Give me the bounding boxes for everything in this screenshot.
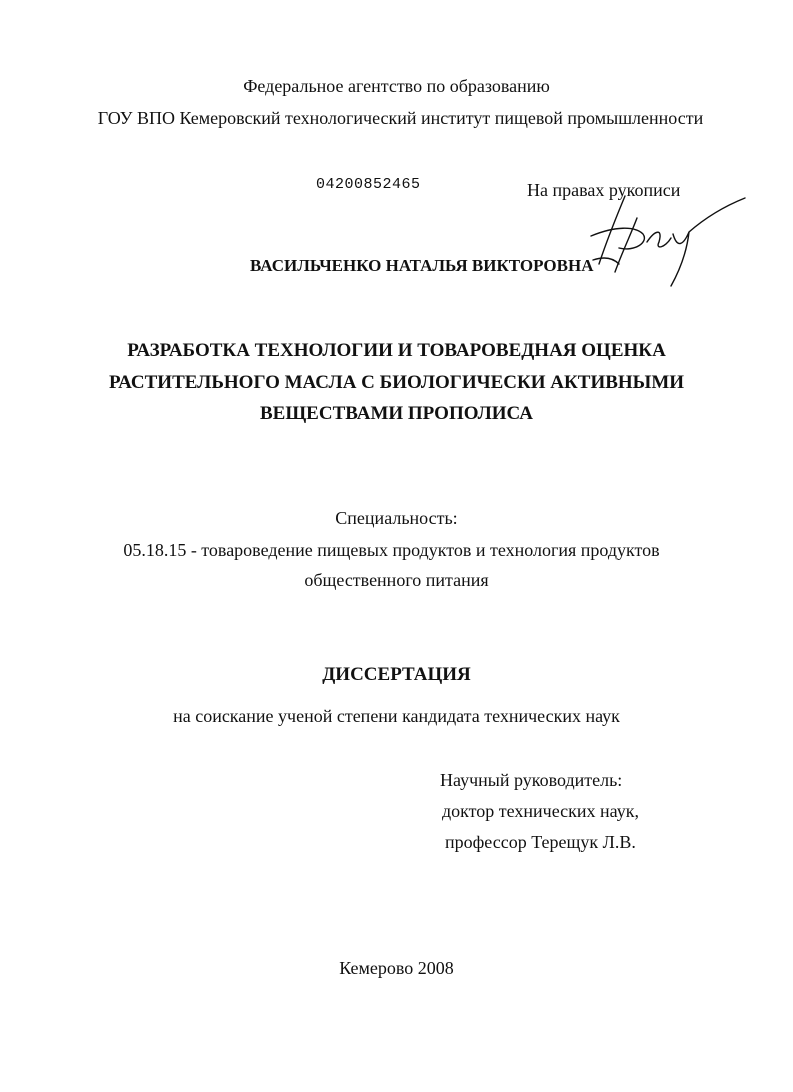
specialty-code: 05.18.15 - товароведение пищевых продуктов и технология продуктов <box>123 540 660 560</box>
agency-name: Федеральное агентство по образованию <box>243 76 550 96</box>
supervisor-name: профессор Терещук Л.В. <box>445 832 636 852</box>
dissertation-heading: ДИССЕРТАЦИЯ <box>322 664 471 685</box>
city-year: Кемерово 2008 <box>339 958 454 978</box>
manuscript-rights: На правах рукописи <box>527 180 681 200</box>
handwritten-signature <box>585 190 755 295</box>
supervisor-degree: доктор технических наук, <box>442 801 639 821</box>
document-number: 04200852465 <box>316 176 421 193</box>
institute-name: ГОУ ВПО Кемеровский технологический институт пищевой промышленности <box>97 108 704 128</box>
title-line-3: ВЕЩЕСТВАМИ ПРОПОЛИСА <box>259 403 534 424</box>
title-line-2: РАСТИТЕЛЬНОГО МАСЛА С БИОЛОГИЧЕСКИ АКТИВНЫМИ <box>108 372 685 393</box>
author-name: ВАСИЛЬЧЕНКО НАТАЛЬЯ ВИКТОРОВНА <box>250 256 594 275</box>
specialty-label: Специальность: <box>335 508 458 528</box>
supervisor-label: Научный руководитель: <box>440 770 623 790</box>
degree-text: на соискание ученой степени кандидата технических наук <box>173 706 620 726</box>
specialty-continuation: общественного питания <box>304 570 489 590</box>
title-line-1: РАЗРАБОТКА ТЕХНОЛОГИИ И ТОВАРОВЕДНАЯ ОЦЕНКА <box>127 340 666 361</box>
